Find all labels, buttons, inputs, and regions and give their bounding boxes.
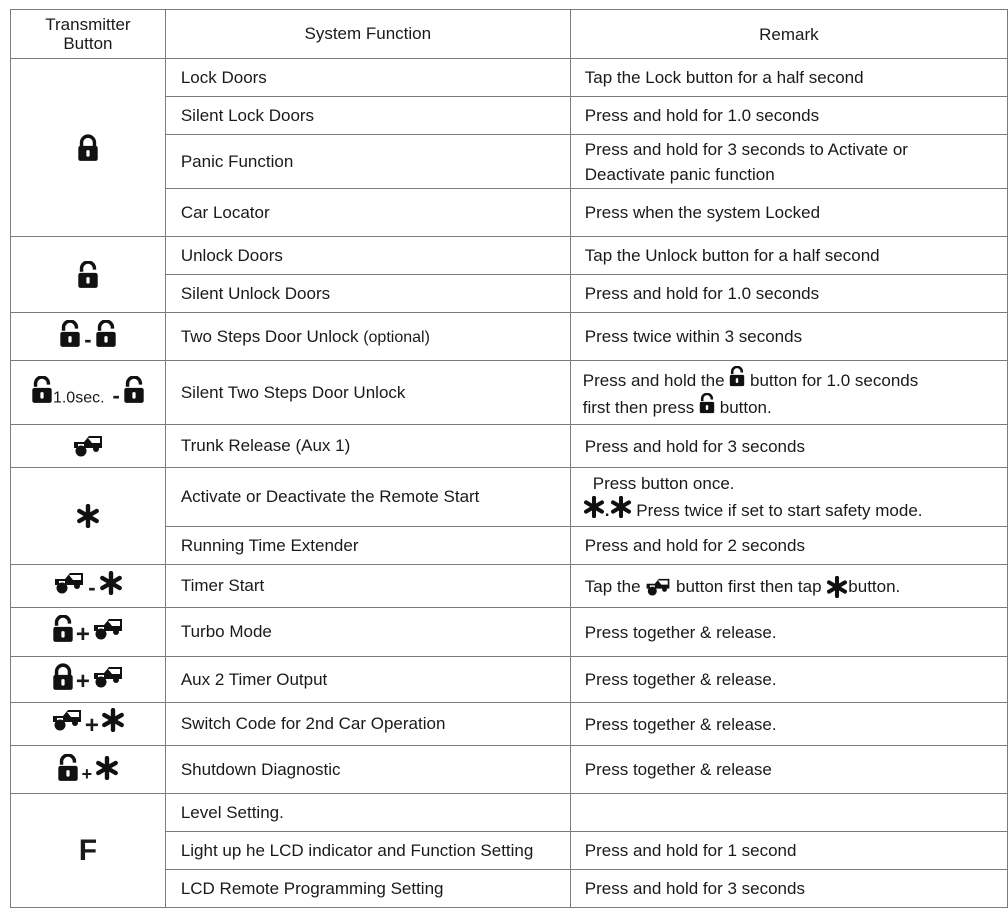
sequence-separator: . <box>604 501 610 520</box>
sequence-separator: - <box>88 575 96 601</box>
trunk-icon <box>645 577 671 597</box>
star-icon <box>99 571 123 595</box>
function-label: Two Steps Door Unlock <box>180 326 359 346</box>
remark-cell: Press together & release. <box>570 608 1007 657</box>
trunk-icon <box>51 708 83 732</box>
remark-cell: Press and hold for 3 seconds <box>570 870 1007 908</box>
trunk-icon <box>92 617 124 641</box>
remark-cell: Press and hold for 1.0 seconds <box>570 275 1007 313</box>
function-cell: Level Setting. <box>165 794 570 832</box>
function-cell: Switch Code for 2nd Car Operation <box>165 703 570 746</box>
remark-line: Press button once. <box>592 474 735 493</box>
f-button-cell <box>11 794 166 908</box>
remark-line: Press and hold for 3 seconds to Activate or <box>584 139 908 159</box>
star-icon <box>826 576 848 598</box>
function-cell: Silent Lock Doors <box>165 97 570 135</box>
table-row <box>11 794 1008 832</box>
function-cell: Aux 2 Timer Output <box>165 657 570 703</box>
remark-line <box>583 366 1007 393</box>
function-cell: LCD Remote Programming Setting <box>165 870 570 908</box>
header-function: System Function <box>165 10 570 59</box>
f-key-label: F <box>78 833 98 867</box>
function-cell: Car Locator <box>165 189 570 237</box>
function-cell: Lock Doors <box>165 59 570 97</box>
trunk-button-cell <box>11 425 166 468</box>
function-cell: Running Time Extender <box>165 527 570 565</box>
star-icon <box>610 496 632 518</box>
function-cell: Silent Unlock Doors <box>165 275 570 313</box>
table-row <box>11 425 1008 468</box>
function-cell: Trunk Release (Aux 1) <box>165 425 570 468</box>
function-cell: Light up he LCD indicator and Function Setting <box>165 832 570 870</box>
unlock-icon <box>57 754 79 782</box>
combo-separator: + <box>84 711 99 739</box>
table-row <box>11 746 1008 794</box>
optional-note: (optional) <box>363 328 430 346</box>
trunk-icon <box>92 665 124 689</box>
unlock-icon <box>123 376 145 404</box>
remark-text: button. <box>719 397 772 417</box>
lock-icon <box>77 134 99 162</box>
aux2-button-cell <box>11 657 166 703</box>
sequence-separator: - <box>112 382 120 408</box>
remark-cell <box>570 565 1007 608</box>
combo-separator: + <box>81 764 93 785</box>
table-row <box>11 237 1008 275</box>
trunk-icon <box>53 571 85 595</box>
table-row <box>11 565 1008 608</box>
star-icon <box>101 708 125 732</box>
combo-separator: + <box>75 668 90 696</box>
unlock-icon <box>31 376 53 404</box>
remark-cell <box>570 135 1007 189</box>
two-step-button-cell <box>11 313 166 361</box>
unlock-icon <box>699 393 715 414</box>
trunk-icon <box>72 434 104 458</box>
function-cell <box>165 313 570 361</box>
remark-line: Deactivate panic function <box>584 164 775 184</box>
remark-text: button first then tap <box>676 576 822 596</box>
switch-code-button-cell <box>11 703 166 746</box>
function-cell: Activate or Deactivate the Remote Start <box>165 468 570 527</box>
unlock-button-cell <box>11 237 166 313</box>
table-row <box>11 703 1008 746</box>
header-button: Transmitter Button <box>11 10 166 59</box>
function-cell: Unlock Doors <box>165 237 570 275</box>
turbo-button-cell <box>11 608 166 657</box>
function-cell: Shutdown Diagnostic <box>165 746 570 794</box>
remark-cell: Press when the system Locked <box>570 189 1007 237</box>
remark-cell: Press and hold for 2 seconds <box>570 527 1007 565</box>
table-row <box>11 608 1008 657</box>
remark-cell: Tap the Unlock button for a half second <box>570 237 1007 275</box>
silent-two-step-button-cell <box>11 361 166 425</box>
table-row <box>11 59 1008 97</box>
remark-line <box>583 393 1007 420</box>
remark-text: Press twice if set to start safety mode. <box>636 501 923 520</box>
remark-text: Press and hold the <box>582 370 725 390</box>
sequence-separator: - <box>84 326 92 352</box>
function-cell: Panic Function <box>165 135 570 189</box>
function-cell: Turbo Mode <box>165 608 570 657</box>
remark-cell: Tap the Lock button for a half second <box>570 59 1007 97</box>
hold-duration-label: 1.0sec. <box>52 389 105 407</box>
table-row <box>11 657 1008 703</box>
remark-line <box>583 496 1007 523</box>
table-row <box>11 468 1008 527</box>
remark-cell: Press together & release. <box>570 657 1007 703</box>
remark-cell: Press together & release <box>570 746 1007 794</box>
table-row <box>11 313 1008 361</box>
header-remark: Remark <box>570 10 1007 59</box>
timer-start-button-cell <box>11 565 166 608</box>
remark-text: button. <box>848 576 901 596</box>
remark-cell <box>570 361 1007 425</box>
function-cell: Silent Two Steps Door Unlock <box>165 361 570 425</box>
combo-separator: + <box>75 620 90 648</box>
star-button-cell <box>11 468 166 565</box>
lock-button-cell <box>11 59 166 237</box>
remark-cell: Press and hold for 3 seconds <box>570 425 1007 468</box>
unlock-icon <box>59 320 81 348</box>
star-icon <box>95 756 119 780</box>
unlock-icon <box>729 366 745 387</box>
remark-cell <box>570 468 1007 527</box>
header-row <box>11 10 1008 59</box>
remark-cell: Press and hold for 1 second <box>570 832 1007 870</box>
remark-cell <box>570 794 1007 832</box>
remark-text: first then press <box>582 397 695 417</box>
star-icon <box>76 504 100 528</box>
star-icon <box>583 496 605 518</box>
unlock-icon <box>52 615 74 643</box>
function-cell: Timer Start <box>165 565 570 608</box>
remark-cell: Press twice within 3 seconds <box>570 313 1007 361</box>
table-row <box>11 361 1008 425</box>
unlock-icon <box>77 261 99 289</box>
function-table <box>10 9 1008 908</box>
shutdown-button-cell <box>11 746 166 794</box>
remark-text: Tap the <box>584 576 641 596</box>
remark-cell: Press and hold for 1.0 seconds <box>570 97 1007 135</box>
remark-text: button for 1.0 seconds <box>750 370 919 390</box>
remark-cell: Press together & release. <box>570 703 1007 746</box>
lock-icon <box>52 663 74 691</box>
unlock-icon <box>95 320 117 348</box>
